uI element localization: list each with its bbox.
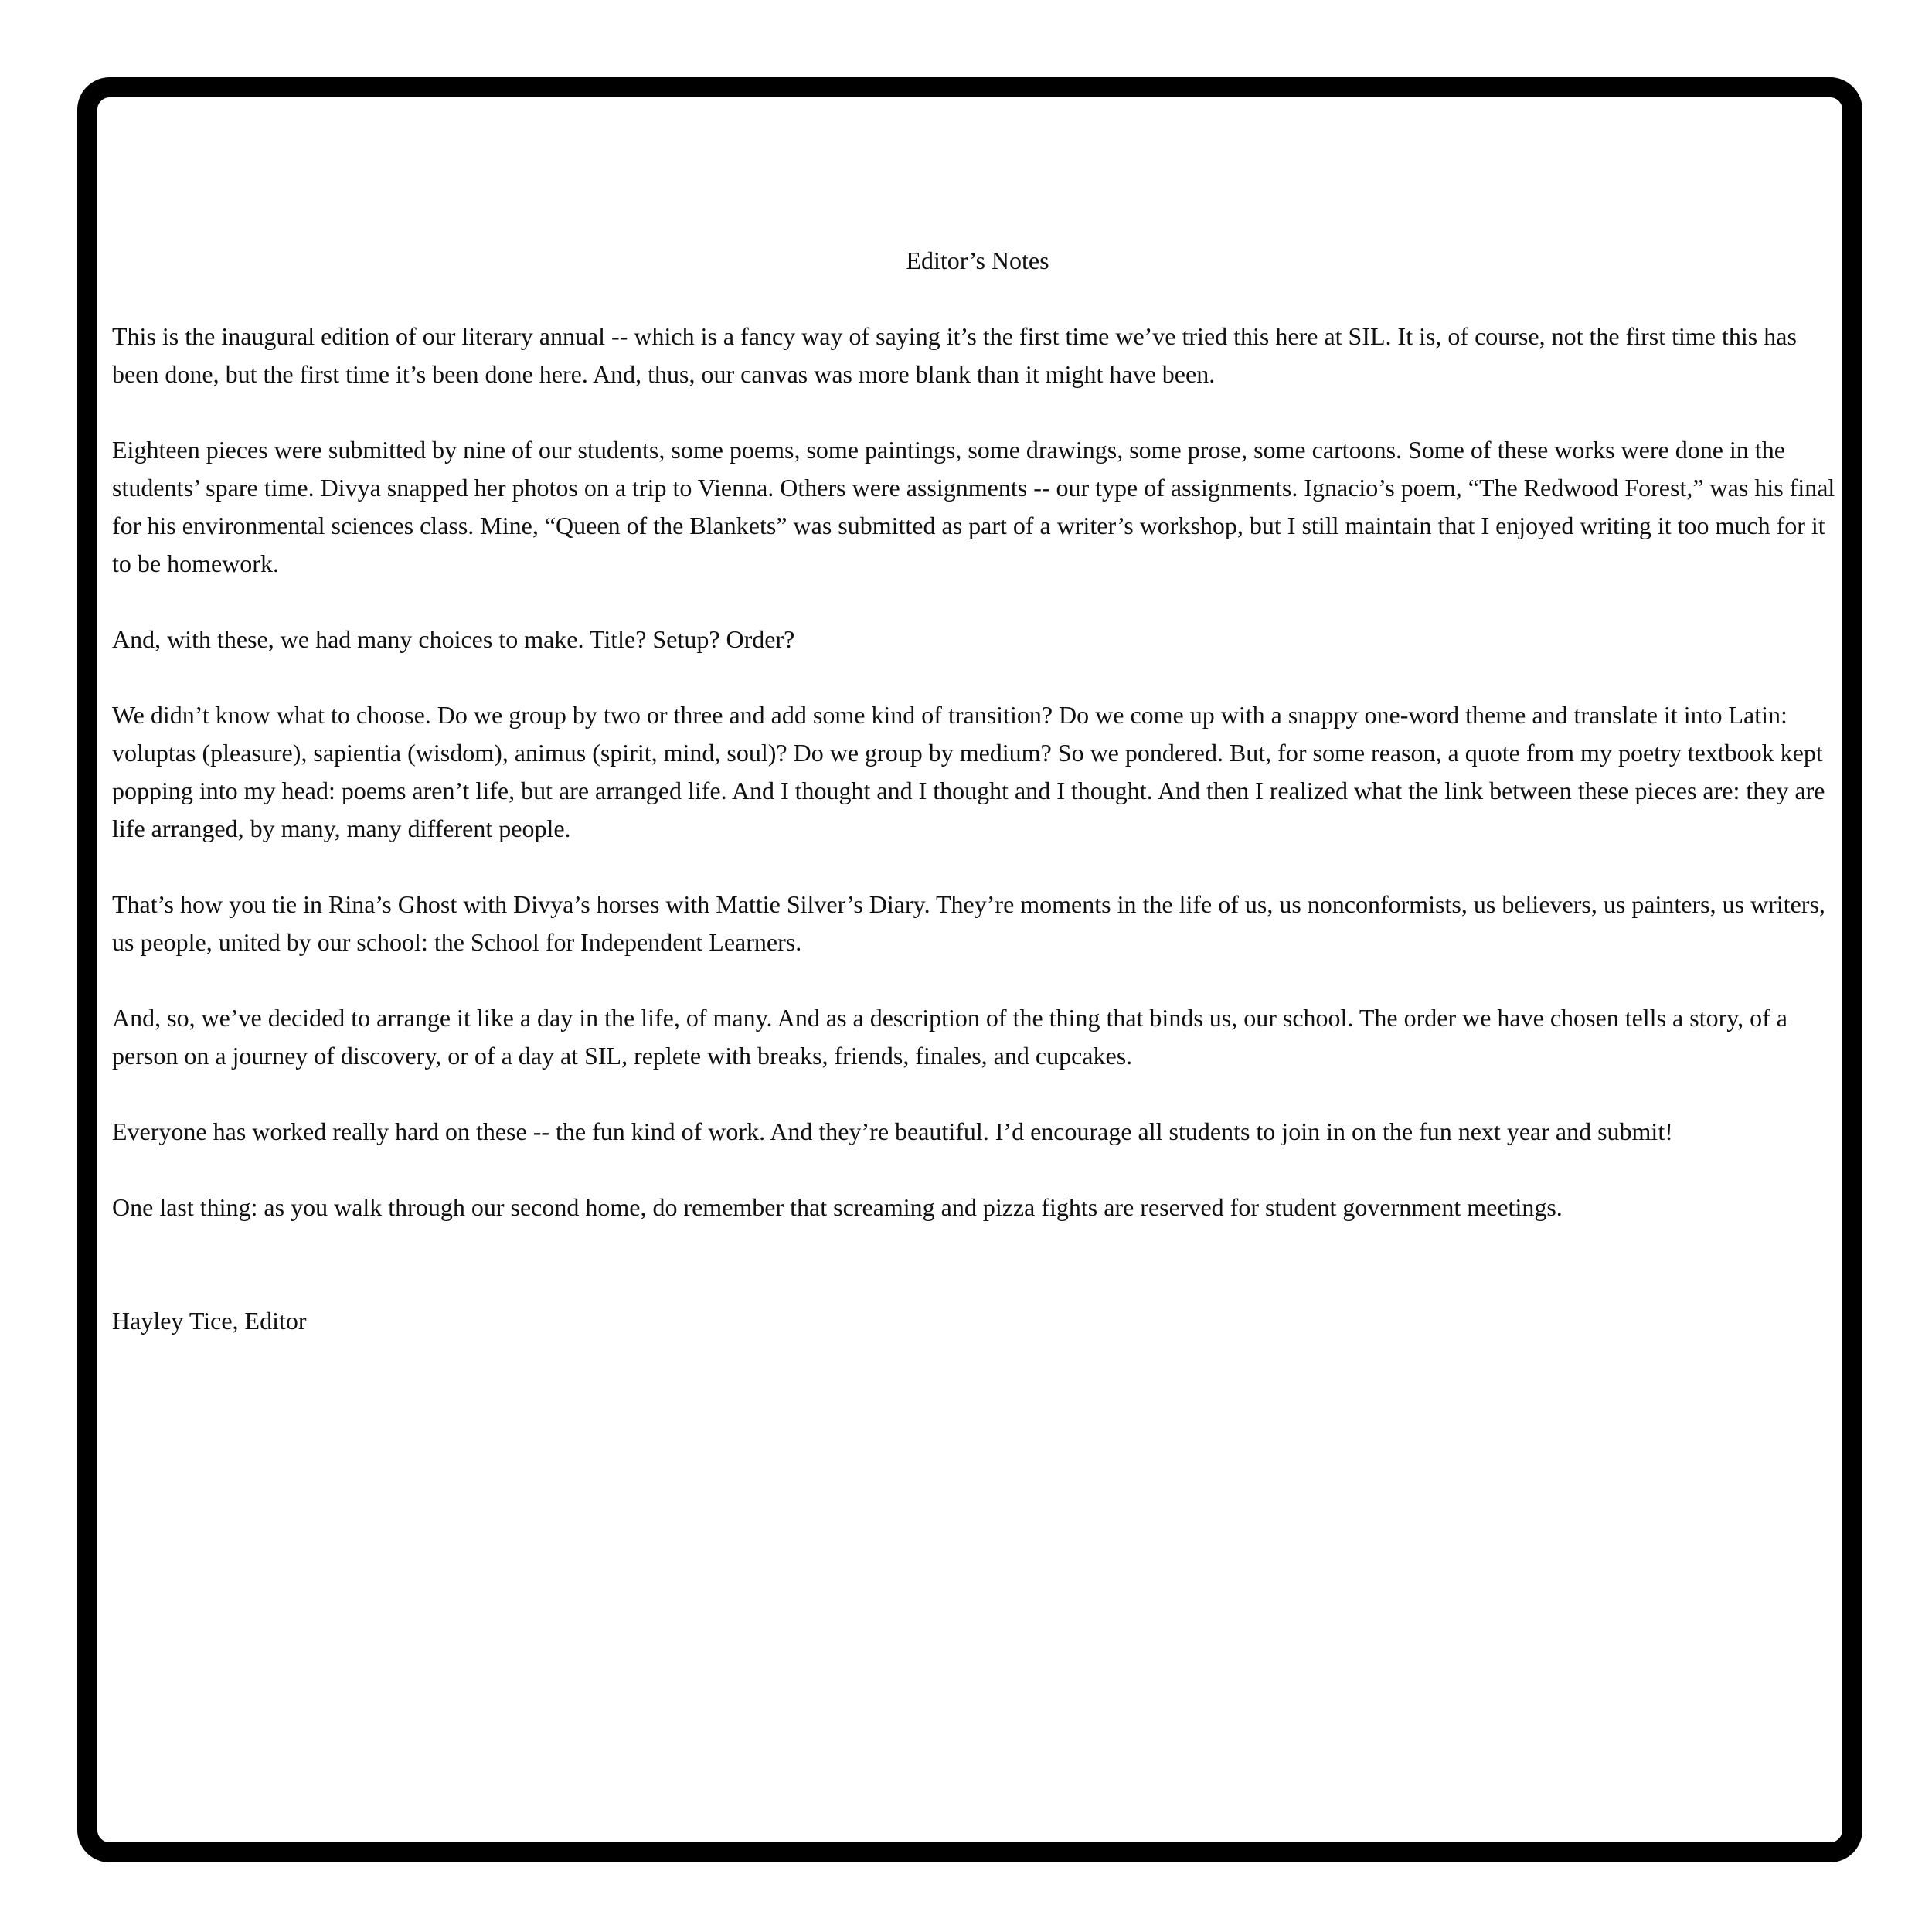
paragraph-8: One last thing: as you walk through our second home, do remember that screaming and pizza fights are reserved for student government meetings. [112, 1193, 1563, 1221]
signature: Hayley Tice, Editor [112, 1307, 307, 1335]
paragraph-2: Eighteen pieces were submitted by nine of our students, some poems, some paintings, some drawings, some prose, some cartoons. Some of these works were done in the students’ spare time. Divya snapped her photos on a trip to Vienna. Others were assignments -- our type of assignments. Ignacio’s poem, “The Redwood Forest,” was his final for his environmental sciences class. Mine, “Queen of the Blankets” was submitted as part of a writer’s workshop, but I still maintain that I enjoyed writing it too much for it to be homework. [112, 436, 1835, 577]
editors-notes [112, 242, 1843, 1378]
page-title: Editor’s Notes [906, 247, 1049, 274]
paragraph-1: This is the inaugural edition of our literary annual -- which is a fancy way of saying it’s the first time we’ve tried this here at SIL. It is, of course, not the first time this has been done, but the first time it’s been done here. And, thus, our canvas was more blank than it might have been. [112, 322, 1797, 388]
paragraph-3: And, with these, we had many choices to make. Title? Setup? Order? [112, 625, 795, 653]
paragraph-5: That’s how you tie in Rina’s Ghost with Divya’s horses with Mattie Silver’s Diary. They’re moments in the life of us, us nonconformists, us believers, us painters, us writers, us people, united by our school: the School for Independent Learners. [112, 890, 1825, 956]
paragraph-6: And, so, we’ve decided to arrange it like a day in the life, of many. And as a description of the thing that binds us, our school. The order we have chosen tells a story, of a person on a journey of discovery, or of a day at SIL, replete with breaks, friends, finales, and cupcakes. [112, 1004, 1787, 1070]
paragraph-7: Everyone has worked really hard on these -- the fun kind of work. And they’re beautiful. I’d encourage all students to join in on the fun next year and submit! [112, 1117, 1673, 1145]
paragraph-4: We didn’t know what to choose. Do we group by two or three and add some kind of transition? Do we come up with a snappy one-word theme and translate it into Latin: voluptas (pleasure), sapientia (wisdom), animus (spirit, mind, soul)? Do we group by medium? So we pondered. But, for some reason, a quote from my poetry textbook kept popping into my head: poems aren’t life, but are arranged life. And I thought and I thought and I thought. And then I realized what the link between these pieces are: they are life arranged, by many, many different people. [112, 701, 1825, 842]
